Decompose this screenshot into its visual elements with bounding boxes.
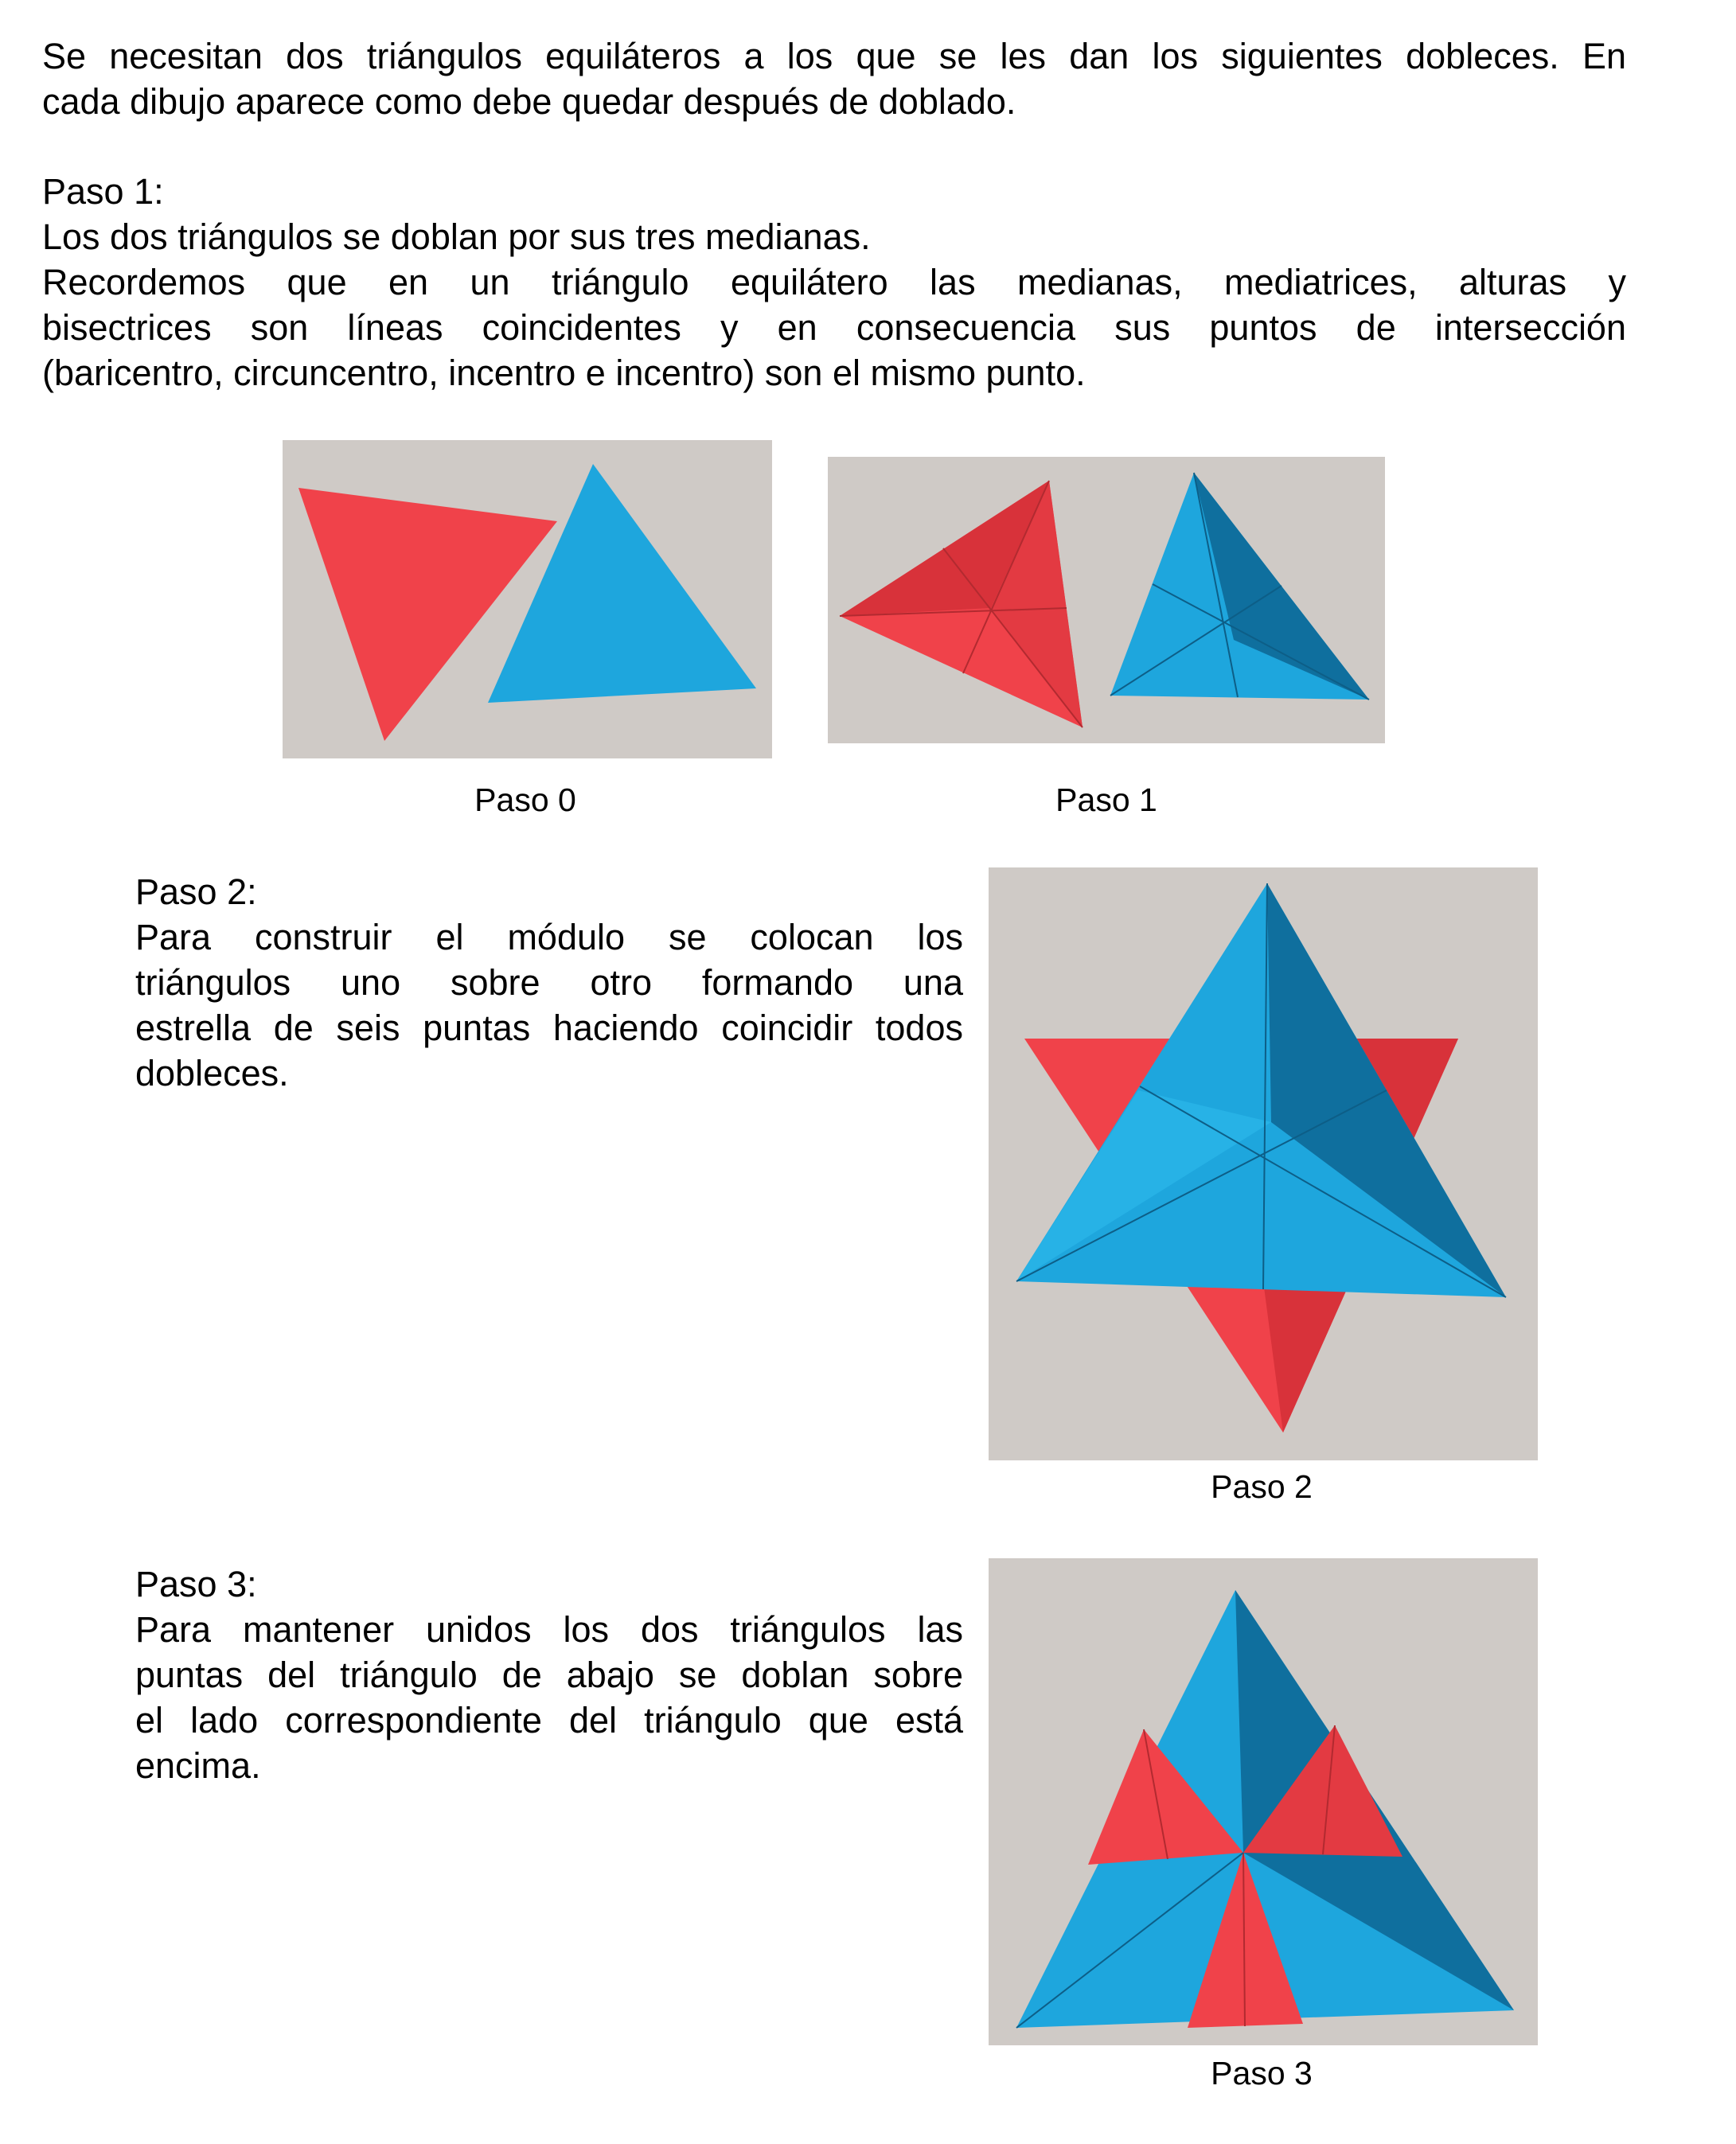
paso0-illustration [283, 440, 772, 758]
photo-paso-0 [283, 440, 772, 758]
step3-line: encima. [135, 1745, 261, 1786]
red-triangle [298, 488, 557, 741]
step2-line: triángulos uno sobre otro formando una [135, 962, 963, 1003]
step3-line: Para mantener unidos los dos triángulos las [135, 1609, 963, 1650]
step1-line: Los dos triángulos se doblan por sus tres medianas. [42, 216, 871, 257]
step2-paragraph [135, 869, 963, 1096]
step2-line: estrella de seis puntas haciendo coincidir todos [135, 1008, 963, 1048]
step3-paragraph [135, 1561, 963, 1788]
step2-line: Para construir el módulo se colocan los [135, 917, 963, 957]
step1-line: Recordemos que en un triángulo equilátero las medianas, mediatrices, alturas y [42, 262, 1626, 302]
step1-line: (baricentro, circuncentro, incentro e incentro) son el mismo punto. [42, 353, 1086, 393]
photo-paso-2 [989, 867, 1538, 1460]
step2-title: Paso 2: [135, 871, 257, 912]
intro-line: cada dibujo aparece como debe quedar después de doblado. [42, 81, 1016, 122]
step3-line: puntas del triángulo de abajo se doblan sobre [135, 1655, 963, 1695]
caption-paso-0: Paso 0 [474, 782, 576, 818]
caption-paso-1: Paso 1 [1055, 782, 1157, 818]
caption-paso-3: Paso 3 [1211, 2055, 1313, 2091]
step3-line: el lado correspondiente del triángulo que está [135, 1700, 963, 1741]
step1-paragraph [42, 169, 1626, 396]
photo-paso-1 [828, 457, 1385, 743]
caption-paso-2: Paso 2 [1211, 1468, 1313, 1505]
step1-line: bisectrices son líneas coincidentes y en consecuencia sus puntos de intersección [42, 307, 1626, 348]
step1-title: Paso 1: [42, 171, 164, 212]
paso2-illustration [989, 867, 1538, 1460]
paso1-illustration [828, 457, 1385, 743]
photo-paso-3 [989, 1558, 1538, 2045]
step2-line: dobleces. [135, 1053, 289, 1093]
paso3-illustration [989, 1558, 1538, 2045]
blue-triangle [488, 464, 756, 703]
intro-line: Se necesitan dos triángulos equiláteros a los que se les dan los siguientes dobleces. En [42, 36, 1626, 76]
step3-title: Paso 3: [135, 1564, 257, 1604]
intro-paragraph [42, 33, 1626, 124]
